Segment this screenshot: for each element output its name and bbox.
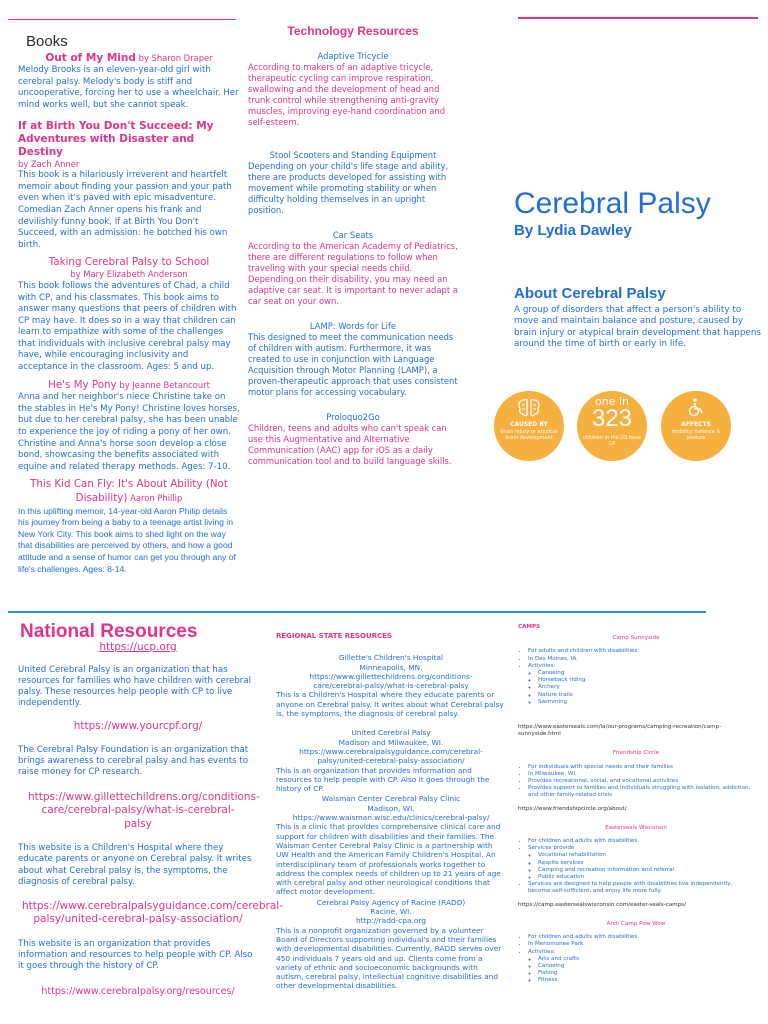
camp-bullet: • Services provide <box>528 845 754 852</box>
regional-name: Cerebral Palsy Agency of Racine (RADD) <box>316 897 466 907</box>
camp-activity: ◦ Arts and crafts <box>538 956 754 963</box>
regional-resources-section <box>276 632 506 991</box>
stat-sub: mobility, balance & posture <box>671 429 721 441</box>
about-heading: About Cerebral Palsy <box>514 285 666 302</box>
camp-service: ◦ Respite services <box>538 860 754 867</box>
resource-link[interactable]: https://www.gillettechildrens.org/conditions-care/cerebral-palsy/what-is-cerebral-palsy <box>28 790 260 830</box>
tech-description: According to makers of an adaptive tricycle, therapeutic cycling can improve respiration, swallowing and the development of head and trunk control while strengthening anti-gravity muscles, improving eye-hand coordination and self-esteem. <box>248 62 446 127</box>
resource-description: This website is a Children's Hospital where they educate parents or anyone on Cerebral palsy. It writes about what Cerebral palsy is, the symptoms, the diagnosis of cerebral palsy. <box>18 843 252 887</box>
camp-bullet: • For children and adults with disabilities <box>528 934 754 941</box>
stat-top: one in <box>595 395 629 408</box>
book-author: by Jeanne Betancourt <box>119 379 210 390</box>
tech-title: Stool Scooters and Standing Equipment <box>269 150 437 160</box>
regional-heading: REGIONAL STATE RESOURCES <box>276 632 392 640</box>
top-rule-right <box>518 17 758 19</box>
camps-heading: CAMPS <box>518 624 541 630</box>
camp-item <box>518 635 754 738</box>
resource-link[interactable]: https://www.cerebralpalsyguidance.com/cerebral-palsy/united-cerebral-palsy-association/ <box>22 899 284 926</box>
book-title: If at Birth You Don't Succeed: My Adventures with Disaster and Destiny <box>18 119 214 158</box>
tech-title: Car Seats <box>332 230 374 240</box>
camp-url[interactable]: https://www.easterseals.com/ia/our-programs/camping-recreation/camp-sunnyside.html <box>518 724 722 738</box>
camps-section <box>518 624 754 985</box>
stat-sub: brain injury or atypical brain development <box>500 429 558 441</box>
regional-description: This is a clinic that provides comprehensive clinical care and support for children with disabilities and their families. The Waisman Center Cerebral Palsy Clinic is a partnership with UW Health and the American Family Children's Hospital. An interdisciplinary team of professionals works together to address the complex needs of children up to 21 years of age with cerebral palsy and other neurological conditions that affect motor development. <box>276 822 501 897</box>
regional-item <box>276 794 506 896</box>
regional-url[interactable]: http://radd-cpa.org <box>355 916 426 926</box>
books-heading: Books <box>26 33 68 50</box>
stat-sub: children in the US have CP <box>582 435 642 447</box>
camp-activity: ◦ Nature trails <box>538 692 754 699</box>
camp-name: Camp Sunnyside <box>612 635 660 642</box>
regional-description: This is a nonprofit organization governed by a volunteer Board of Directors supporting individual's and their families with developmental disabilities. Currently, RADD serves over 450 individuals 7 years old and up. Clients come from a variety of ethnic and socioeconomic backgrounds with autism, cerebral palsy, intellectual cognitive disabilities and other developmental disabilities. <box>276 925 502 991</box>
tech-item <box>248 412 458 467</box>
stat-big-number: 323 <box>591 405 633 432</box>
tech-title: Adaptive Tricycle <box>317 51 389 61</box>
regional-city: Madison, WI. <box>367 803 415 813</box>
camp-name: Friendship Circle <box>612 750 660 757</box>
camp-activity: ◦ Swimming <box>538 699 754 706</box>
book-title: This Kid Can Fly: It's About Ability (Not Disability) <box>30 478 228 504</box>
cover-author: By Lydia Dawley <box>514 222 632 239</box>
book-author: by Zach Anner <box>18 158 80 169</box>
tech-description: This designed to meet the communication needs of children with autism. Furthermore, it was created to use in conjunction with Language Acquisition through Motor Planning (LAMP), a proven-therapeutic approach that uses consistent motor plans for accessing vocabulary. <box>248 332 458 397</box>
book-description: Anna and her neighbor's niece Christine take on the stables in He's My Pony! Christine loves horses, but due to her cerebral palsy, she has been unable to experience the joy of riding a pony of her own. Christine and Anna's horse soon develop a close bond, showcasing the benefits associated with equine and related therapy methods. Ages: 7-10. <box>18 392 240 472</box>
camp-bullet: • Activities: <box>528 663 754 670</box>
book-title: He's My Pony <box>48 378 117 391</box>
regional-name: United Cerebral Palsy <box>351 728 431 738</box>
resource-description: This website is an organization that provides information and resources to help people with CP. Also it goes through the history of CP. <box>18 938 253 972</box>
camp-service: ◦ Vocational rehabilitation <box>538 852 754 859</box>
tech-item <box>248 321 458 398</box>
camp-item <box>518 750 754 812</box>
regional-description: This is a Children's Hospital where they educate parents or anyone on Cerebral palsy. It writes about what Cerebral palsy is, the symptoms, the diagnosis of cerebral palsy. <box>276 690 504 719</box>
book-item <box>18 478 240 575</box>
camp-bullet: • For individuals with special needs and their families <box>528 764 754 771</box>
books-section <box>18 33 240 575</box>
resource-link[interactable]: https://www.yourcpf.org/ <box>73 719 203 732</box>
tech-item <box>248 230 458 307</box>
book-item <box>18 379 240 474</box>
camp-name: Easterseals Wisconsin <box>605 824 667 831</box>
camp-activity: ◦ Horseback riding <box>538 677 754 684</box>
regional-city: Racine, WI. <box>370 907 412 917</box>
technology-heading: Technology Resources <box>287 24 419 38</box>
regional-url[interactable]: https://www.cerebralpalsyguidance.com/cerebral-palsy/united-cerebral-palsy-association/ <box>299 746 483 766</box>
national-resources-section <box>18 621 284 998</box>
camp-bullet: • In Milwaukee, WI. <box>528 771 754 778</box>
regional-url[interactable]: https://www.gillettechildrens.org/conditions-care/cerebral-palsy/what-is-cerebral-palsy <box>309 671 473 691</box>
book-author: by Mary Elizabeth Anderson <box>70 269 188 280</box>
camp-item <box>518 921 754 985</box>
stat-caused-by <box>494 391 564 461</box>
brain-icon <box>494 397 564 422</box>
book-title: Out of My Mind <box>45 51 136 64</box>
book-item <box>18 52 240 112</box>
regional-item <box>276 898 506 991</box>
camp-service: ◦ Camping and recreation information and referral <box>538 867 754 874</box>
technology-section <box>248 26 458 467</box>
camp-url[interactable]: https://camp.eastersealswisconsin.com/easter-seals-camps/ <box>518 901 686 908</box>
book-description: This book follows the adventures of Chad, a child with CP, and his classmates. This book aims to answer many questions that peers of children with CP may have. It does so in a way that children can learn to empathize with some of the challenges that individuals with inclusive cerebral palsy may have, while encouraging inclusivity and acceptance in the classroom. Ages: 5 and up. <box>18 280 237 373</box>
resource-link[interactable]: https://www.cerebralpalsy.org/resources/ <box>41 985 235 997</box>
regional-name: Gillette's Children's Hospital <box>338 653 444 663</box>
book-item <box>18 120 240 252</box>
camp-bullet: • For adults and children with disabilities <box>528 648 754 655</box>
camp-bullet: • Provides support to families and individuals struggling with isolation, addiction, and other family-related crisis <box>528 785 754 799</box>
regional-name: Waisman Center Cerebral Palsy Clinic <box>321 794 461 804</box>
tech-description: Depending on your child's life stage and ability, there are products developed for assisting with movement while promoting stability or when difficulty holding themselves in an upright position. <box>248 161 449 215</box>
tech-title: Proloquo2Go <box>326 412 380 422</box>
camp-service: ◦ Public education <box>538 874 754 881</box>
tech-item <box>248 51 458 128</box>
resource-description: The Cerebral Palsy Foundation is an organization that brings awareness to cerebral palsy and has events to raise money for CP research. <box>18 745 249 778</box>
tech-description: Children, teens and adults who can't speak can use this Augmentative and Alternative Communication (AAC) app for iOS as a daily communication tool and to build language skills. <box>248 423 452 466</box>
national-heading: National Resources <box>20 621 198 642</box>
stat-affects <box>661 391 731 461</box>
wheelchair-icon <box>661 397 731 422</box>
camp-item <box>518 825 754 909</box>
camp-name: Arch Camp Pow Wow <box>606 920 666 927</box>
book-author: by Sharon Draper <box>138 52 213 63</box>
resource-description: United Cerebral Palsy is an organization that has resources for families who have children with cerebral palsy. These resources help people with CP to live independently. <box>18 664 251 709</box>
middle-rule <box>8 611 706 613</box>
book-item <box>18 256 240 373</box>
stat-one-in-323 <box>577 391 647 461</box>
resource-link[interactable]: https://ucp.org <box>99 641 177 654</box>
book-author: Aaron Phillip <box>130 493 183 503</box>
camp-bullet: • Services are designed to help people with disabilities live independently, become self-sufficient, and enjoy life more fully. <box>528 881 754 895</box>
regional-url[interactable]: https://www.waisman.wisc.edu/clinics/cerebral-palsy/ <box>292 813 490 823</box>
camp-bullet: • In Des Moines, IA. <box>528 656 754 663</box>
tech-item <box>248 150 458 216</box>
cover-title: Cerebral Palsy <box>514 187 711 220</box>
book-description: This book is a hilariously irreverent and heartfelt memoir about finding your passion and your path even when it's paved with epic misadventure. Comedian Zach Anner opens his frank and devilishly funny book, If at Birth You Don't Succeed, with an admission: he botched his own birth. <box>18 170 232 250</box>
camp-activity: ◦ Fishing <box>538 970 754 977</box>
regional-item <box>276 728 506 793</box>
stat-label: CAUSED BY <box>510 421 548 428</box>
camp-url[interactable]: https://www.friendshipcircle.org/about/ <box>518 805 627 812</box>
camp-bullet: • Provides recreational, social, and vocational activities <box>528 778 754 785</box>
camp-bullet: • In Menomonee Park <box>528 941 754 948</box>
camp-bullet: • Activities: <box>528 949 754 956</box>
camp-activity: ◦ Archery <box>538 684 754 691</box>
camp-activity: ◦ Canoeing <box>538 670 754 677</box>
regional-description: This is an organization that provides information and resources to help people with CP. Also it goes through the history of CP. <box>276 765 490 794</box>
about-text: A group of disorders that affect a person's ability to move and maintain balance and posture, caused by brain injury or atypical brain development that happens around the time of birth or early in life. <box>514 305 761 349</box>
camp-activity: ◦ Fitness <box>538 977 754 984</box>
camp-activity: ◦ Canoeing <box>538 963 754 970</box>
regional-city: Madison and Milwaukee, WI. <box>338 737 444 747</box>
top-rule-left <box>8 19 236 20</box>
book-description: Melody Brooks is an eleven-year-old girl with cerebral palsy. Melody's body is stiff and uncooperative, forcing her to use a wheelchair. Her mind works well, but she cannot speak. <box>18 65 239 110</box>
regional-item <box>276 653 506 718</box>
camp-bullet: • For children and adults with disabilities <box>528 838 754 845</box>
book-description: In this uplifting memoir, 14-year-old Aaron Philip details his journey from being a baby to a teenage artist living in New York City. This book aims to shed light on the way that disabilities are perceived by others, and how a good attitude and a sense of humor can get you through any of life's challenges. Ages: 8-14. <box>18 505 236 574</box>
stat-label: AFFECTS <box>681 421 711 428</box>
regional-city: Minneapolis, MN. <box>359 662 423 672</box>
tech-title: LAMP: Words for Life <box>309 321 397 331</box>
book-title: Taking Cerebral Palsy to School <box>48 256 210 269</box>
tech-description: According to the American Academy of Pediatrics, there are different regulations to follow when traveling with your special needs child. Depending on their disability, you may need an adaptive car seat. It is important to never adapt a car seat on your own. <box>248 241 458 306</box>
